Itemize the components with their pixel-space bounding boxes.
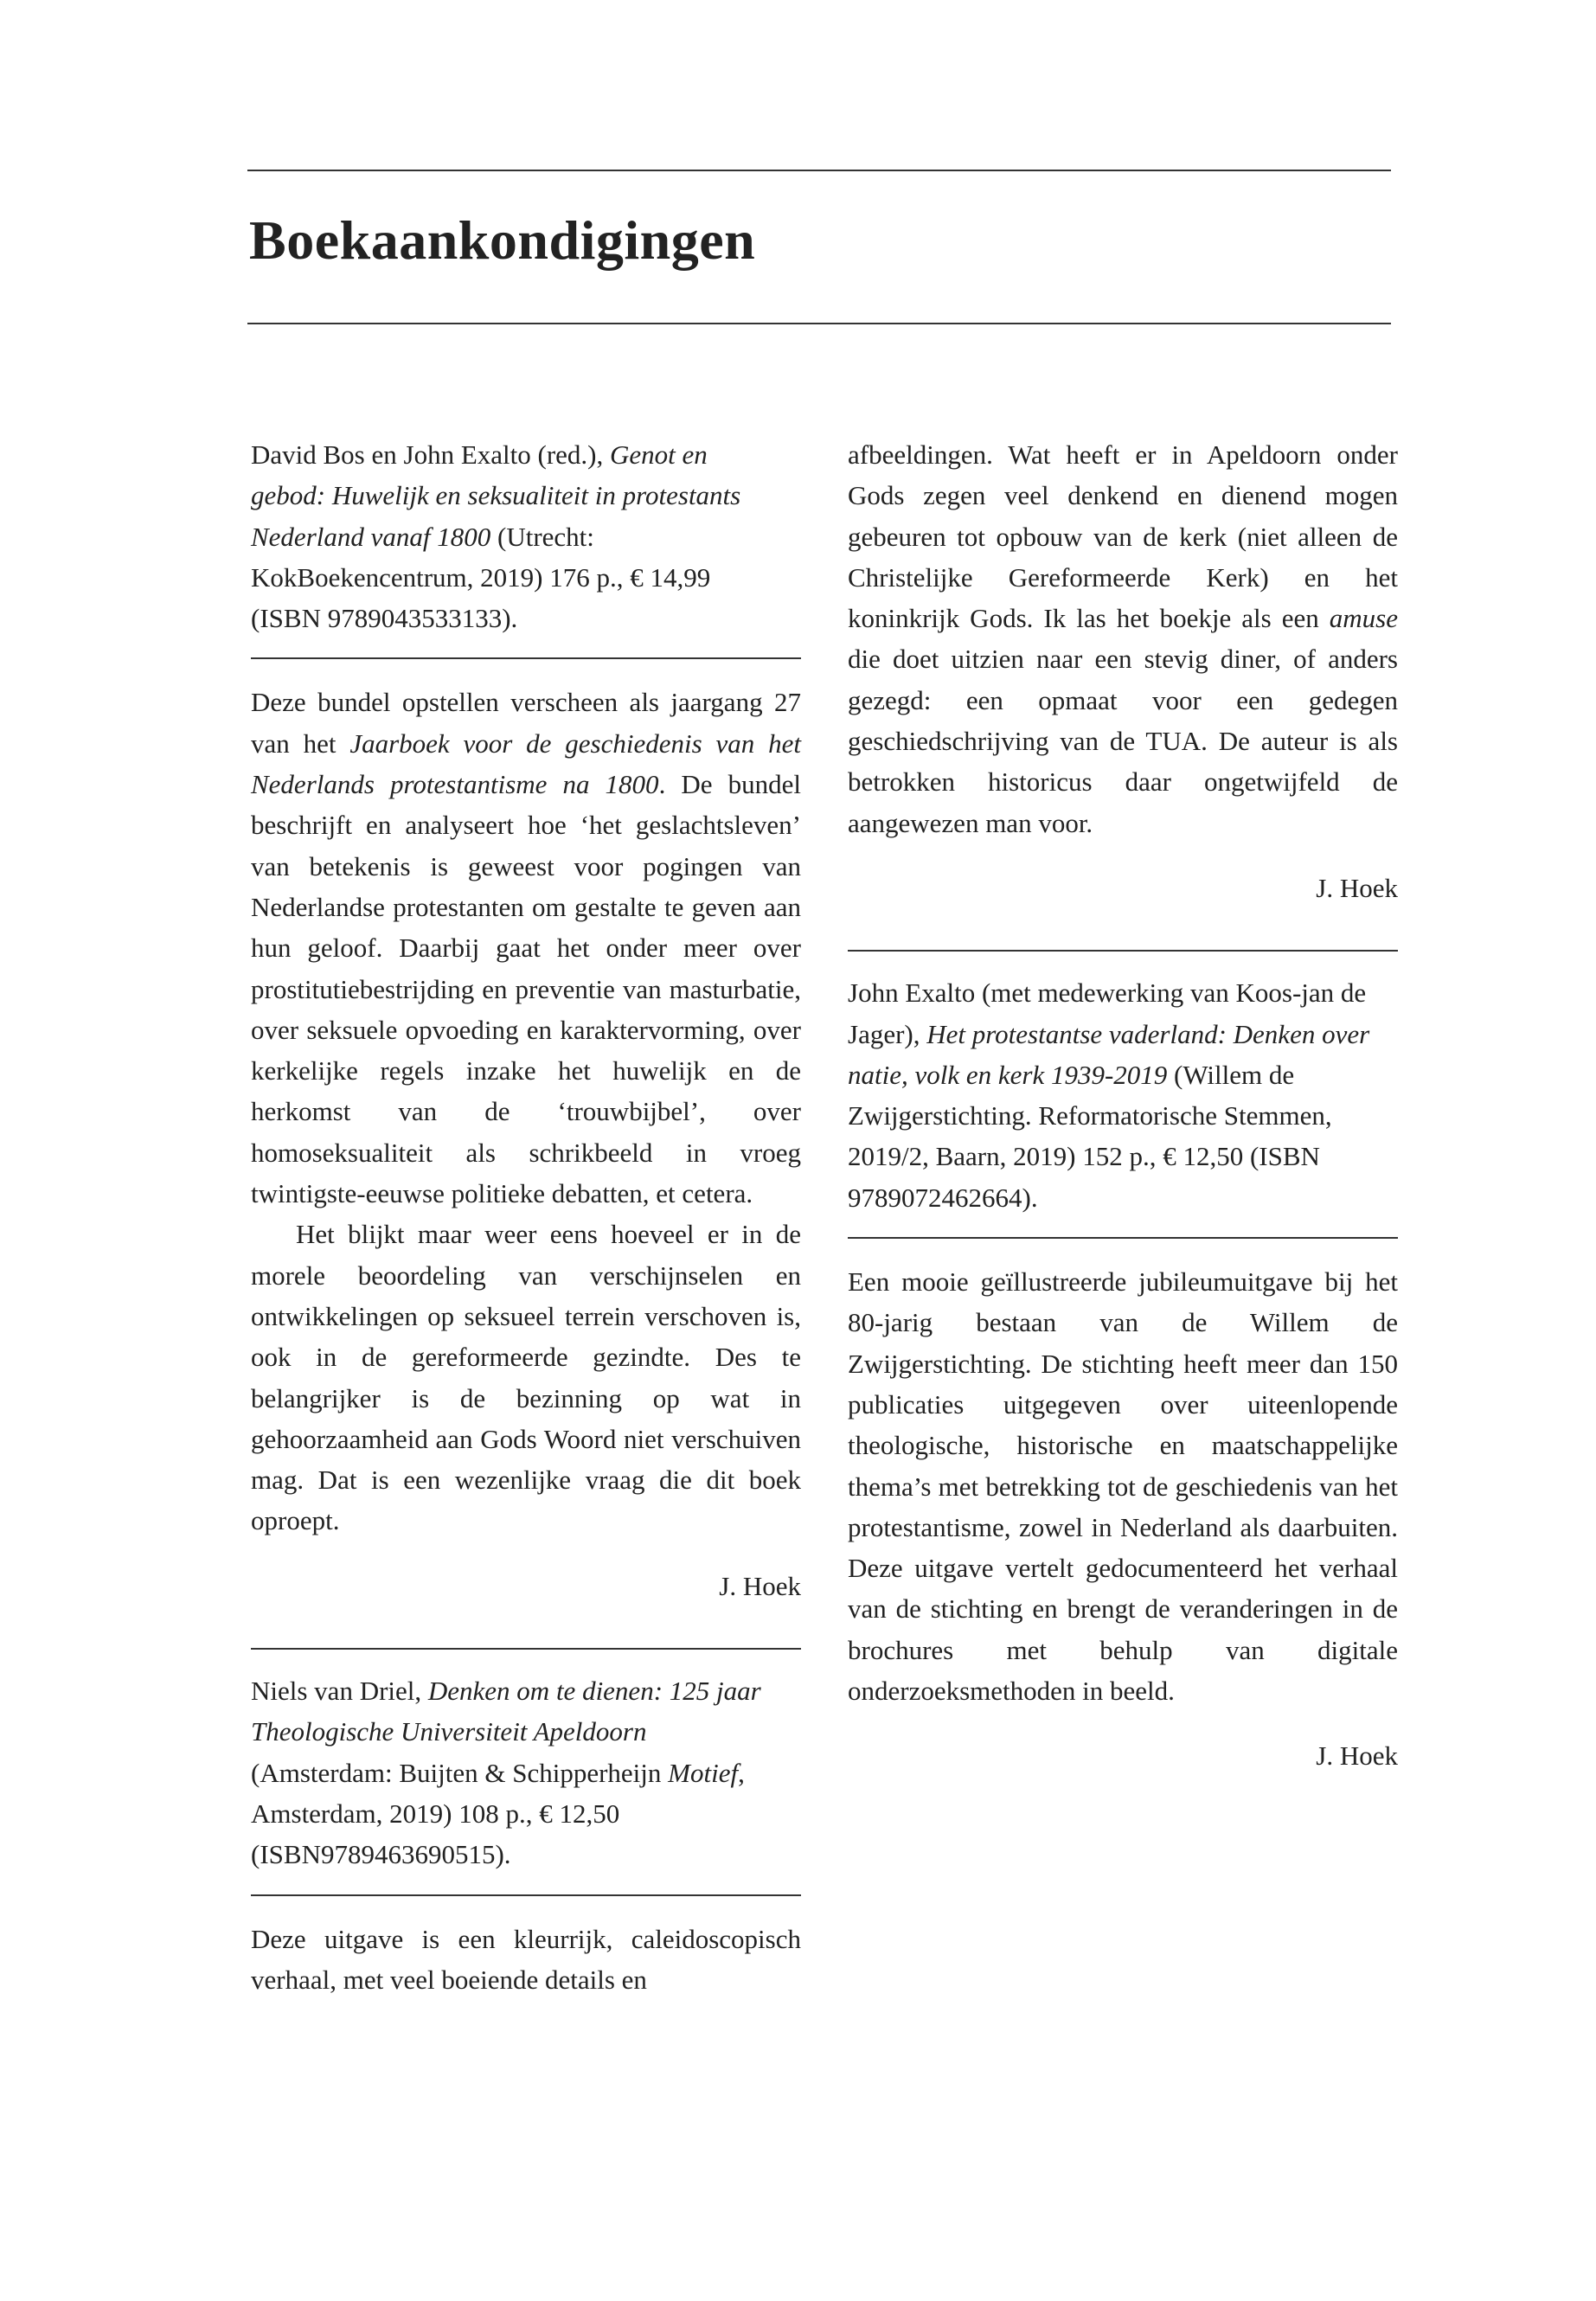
- series-title: Jaarboek voor de geschiedenis van het Nederlands protestantisme na 1800: [251, 727, 801, 800]
- header-bottom-rule: [247, 323, 1391, 324]
- citation-genot-en-gebod: David Bos en John Exalto (red.), Genot en gebod: Huwelijk en seksualiteit in protestants Nederland vanaf 1800 (Utrecht: KokBoekencentrum, 2019) 176 p., € 14,99 (ISBN 9789043533133).: [251, 439, 741, 634]
- review-signature: J. Hoek: [1316, 1740, 1398, 1772]
- review-paragraph-start: Deze uitgave is een kleurrijk, caleidoscopisch verhaal, met veel boeiende details en: [251, 1923, 801, 1995]
- review-signature: J. Hoek: [1316, 872, 1398, 903]
- citation-denken-om-te-dienen: Niels van Driel, Denken om te dienen: 125 jaar Theologische Universiteit Apeldoorn (Amsterdam: Buijten & Schipperheijn Motief, Amsterdam, 2019) 108 p., € 12,50 (ISBN9789463690515).: [251, 1676, 761, 1870]
- citation-title: Het protestantse vaderland: Denken over natie, volk en kerk 1939-2019: [848, 1018, 1370, 1090]
- review-divider: [251, 1648, 801, 1650]
- review-divider: [848, 950, 1398, 952]
- review-signature: J. Hoek: [719, 1570, 801, 1601]
- citation-title: Genot en gebod: Huwelijk en seksualiteit in protestants Nederland vanaf 1800: [251, 439, 741, 552]
- citation-divider: [251, 1894, 801, 1896]
- right-column: [848, 434, 1398, 1777]
- citation-imprint: Motief: [668, 1757, 739, 1788]
- citation-divider: [848, 1237, 1398, 1239]
- review-paragraph-continued: afbeeldingen. Wat heeft er in Apeldoorn onder Gods zegen veel denkend en dienend mogen gebeuren tot opbouw van de kerk (niet alleen de Christelijke Gereformeerde Kerk) en het koninkrijk Gods. Ik las het boekje als een amuse die doet uitzien naar een stevig diner, of anders gezegd: een opmaat voor een gedegen geschiedschrijving van de TUA. De auteur is als betrokken historicus daar ongetwijfeld de aangewezen man voor.: [848, 439, 1398, 838]
- citation-divider: [251, 657, 801, 659]
- citation-title: Denken om te dienen: 125 jaar Theologische Universiteit Apeldoorn: [251, 1676, 761, 1747]
- review-paragraph: Het blijkt maar weer eens hoeveel er in de morele beoordeling van verschijnselen en ontwikkelingen op seksueel terrein verschoven is, ook in de gereformeerde gezindte. Des te belangrijker is de bezinning op wat in gehoorzaamheid aan Gods Woord niet verschuiven mag. Dat is een wezenlijke vraag die dit boek oproept.: [251, 1219, 801, 1536]
- page-title: Boekaankondigingen: [249, 209, 756, 271]
- review-paragraph: Een mooie geïllustreerde jubileumuitgave bij het 80-jarig bestaan van de Willem de Zwijgerstichting. De stichting heeft meer dan 150 publicaties uitgegeven over uiteenlopende theologische, historische en maatschappelijke thema’s met betrekking tot de geschiedenis van het protestantisme, zowel in Nederland als daarbuiten. Deze uitgave vertelt gedocumenteerd het verhaal van de stichting en brengt de veranderingen in de brochures met behulp van digitale onderzoeksmethoden in beeld.: [848, 1266, 1398, 1707]
- header-top-rule: [247, 170, 1391, 171]
- review-paragraph: Deze bundel opstellen verscheen als jaargang 27 van het Jaarboek voor de geschiedenis van het Nederlands protestantisme na 1800. De bundel beschrijft en analyseert hoe ‘het geslachtsleven’ van betekenis is geweest voor pogingen van Nederlandse protestanten om gestalte te geven aan hun geloof. Daarbij gaat het onder meer over prostitutiebestrijding en preventie van masturbatie, over seksuele opvoeding en karaktervorming, over kerkelijke regels inzake het huwelijk en de herkomst van de ‘trouwbijbel’, over homoseksualiteit als schrikbeeld in vroeg twintigste-eeuwse politieke debatten, et cetera.: [251, 687, 801, 1209]
- emphasis-amuse: amuse: [1329, 603, 1398, 634]
- left-column: [251, 434, 801, 2000]
- citation-het-protestantse-vaderland: John Exalto (met medewerking van Koos-jan de Jager), Het protestantse vaderland: Denken over natie, volk en kerk 1939-2019 (Willem de Zwijgerstichting. Reformatorische Stemmen, 2019/2, Baarn, 2019) 152 p., € 12,50 (ISBN 9789072462664).: [848, 977, 1370, 1213]
